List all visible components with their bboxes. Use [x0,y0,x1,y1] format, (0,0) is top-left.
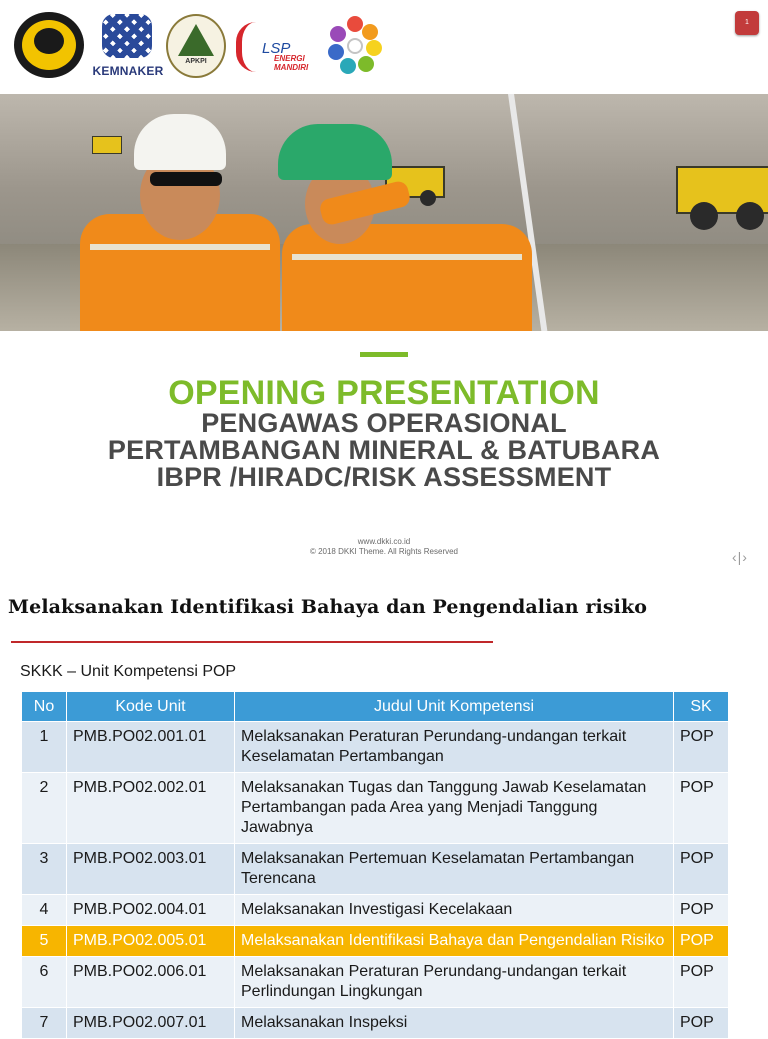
logo-bar [0,0,768,94]
table-row [22,844,729,895]
header-sk: SK [674,692,729,722]
unit-kompetensi-table [21,691,729,1039]
cell-judul: Melaksanakan Identifikasi Bahaya dan Pengendalian Risiko [235,926,674,957]
cell-sk: POP [674,926,729,957]
lsp-label: LSP [262,40,291,57]
table-row [22,957,729,1008]
header-kode-unit: Kode Unit [67,692,235,722]
kemnaker-label: KEMNAKER [92,64,164,78]
subtitle-line-3: IBPR /HIRADC/RISK ASSESSMENT [156,462,612,492]
subtitle-line-2: PERTAMBANGAN MINERAL & BATUBARA [107,435,661,465]
cell-judul: Melaksanakan Peraturan Perundang-undangan terkait Perlindungan Lingkungan [235,957,674,1008]
cell-judul: Melaksanakan Tugas dan Tanggung Jawab Keselamatan Pertambangan pada Area yang Menjadi Tanggung Jawabnya [235,773,674,844]
lsp-sub-label: ENERGI MANDIRI [274,54,309,72]
table-header-row [22,692,729,722]
cell-sk: POP [674,895,729,926]
cell-no: 6 [22,957,67,1008]
cell-no: 2 [22,773,67,844]
cell-no: 3 [22,844,67,895]
cell-kode: PMB.PO02.002.01 [67,773,235,844]
apkpi-label: APKPI [185,58,207,65]
slide2-title: Melaksanakan Identifikasi Bahaya dan Pengendalian risiko [8,596,648,618]
cell-kode: PMB.PO02.001.01 [67,722,235,773]
cell-judul: Melaksanakan Inspeksi [235,1008,674,1039]
cell-judul: Melaksanakan Pertemuan Keselamatan Pertambangan Terencana [235,844,674,895]
cell-kode: PMB.PO02.004.01 [67,895,235,926]
cell-sk: POP [674,1008,729,1039]
slide-nav-arrows[interactable]: ‹|› [732,549,748,565]
cell-judul: Melaksanakan Investigasi Kecelakaan [235,895,674,926]
table-row [22,1008,729,1039]
cell-kode: PMB.PO02.006.01 [67,957,235,1008]
cell-no: 5 [22,926,67,957]
notification-badge[interactable]: 1 [735,11,759,35]
cell-sk: POP [674,722,729,773]
flower-logo [326,14,384,78]
subtitle-line-1: PENGAWAS OPERASIONAL [201,408,567,438]
header-judul: Judul Unit Kompetensi [235,692,674,722]
footer-copyright: © 2018 DKKI Theme. All Rights Reserved [309,547,459,556]
header-no: No [22,692,67,722]
table-row [22,895,729,926]
esdm-logo [14,12,84,78]
cell-no: 7 [22,1008,67,1039]
title-underline [11,641,493,643]
table-row [22,722,729,773]
cell-sk: POP [674,844,729,895]
cell-sk: POP [674,957,729,1008]
lsp-energi-mandiri-logo [234,16,324,80]
table-row [22,773,729,844]
cell-sk: POP [674,773,729,844]
cell-kode: PMB.PO02.007.01 [67,1008,235,1039]
cell-no: 1 [22,722,67,773]
cell-kode: PMB.PO02.003.01 [67,844,235,895]
title-accent-bar [360,352,408,357]
kemnaker-logo [92,12,164,82]
cell-judul: Melaksanakan Peraturan Perundang-undangan terkait Keselamatan Pertambangan [235,722,674,773]
cell-no: 4 [22,895,67,926]
presentation-title: OPENING PRESENTATION [168,374,600,412]
table-caption: SKKK – Unit Kompetensi POP [20,663,237,680]
hero-mining-photo [0,94,768,331]
cell-kode: PMB.PO02.005.01 [67,926,235,957]
apkpi-logo [166,14,226,78]
footer-site: www.dkki.co.id [357,537,411,546]
table-row-highlighted [22,926,729,957]
